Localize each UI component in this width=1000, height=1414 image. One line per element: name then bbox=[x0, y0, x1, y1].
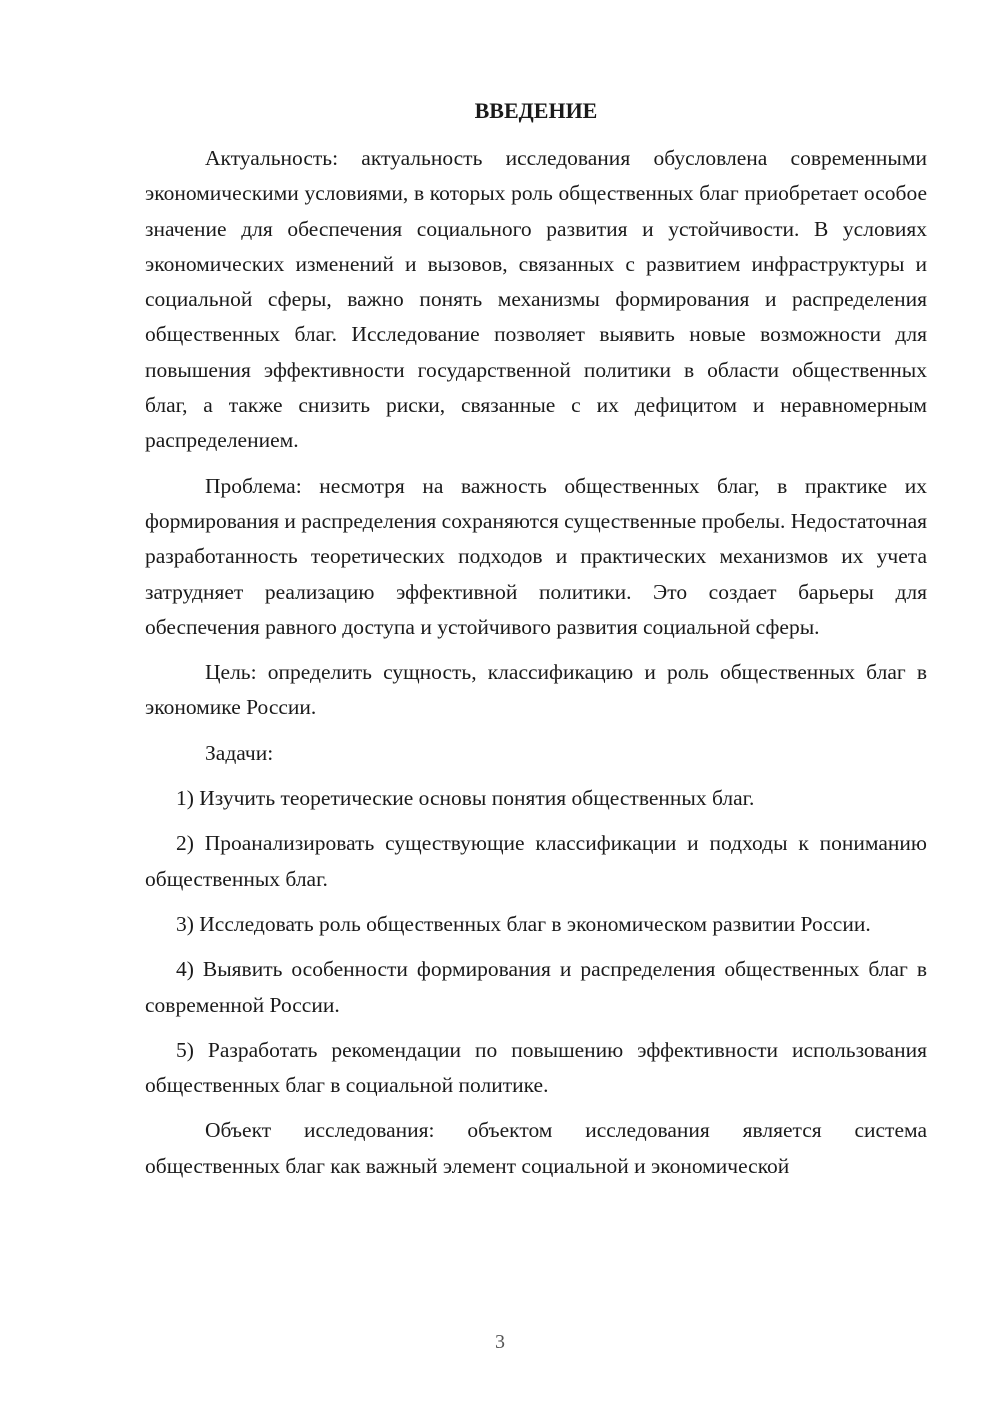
task-item: 4) Выявить особенности формирования и распределения общественных благ в современной России. bbox=[145, 957, 927, 1017]
goal-paragraph: Цель: определить сущность, классификацию и роль общественных благ в экономике России. bbox=[145, 660, 927, 720]
task-item: 1) Изучить теоретические основы понятия общественных благ. bbox=[176, 786, 755, 811]
task-item: 2) Проанализировать существующие классификации и подходы к пониманию общественных благ. bbox=[145, 831, 927, 891]
tasks-label: Задачи: bbox=[205, 740, 274, 765]
object-paragraph: Объект исследования: объектом исследования является система общественных благ как важный элемент социальной и экономической bbox=[145, 1118, 927, 1178]
document-body bbox=[145, 141, 927, 1194]
task-item: 5) Разработать рекомендации по повышению эффективности использования общественных благ в социальной политике. bbox=[145, 1037, 927, 1098]
section-heading: ВВЕДЕНИЕ bbox=[474, 98, 598, 123]
relevance-paragraph: Актуальность: актуальность исследования обусловлена современными экономическими условиями, в которых роль общественных благ приобретает особое значение для обеспечения социального развития и устойчивости. В условиях экономических изменений и вызовов, связанных с развитием инфраструктуры и социальной сферы, важно понять механизмы формирования и распределения общественных благ. Исследование позволяет выявить новые возможности для повышения эффективности государственной политики в области общественных благ, а также снизить риски, связанные с их дефицитом и неравномерным распределением. bbox=[145, 146, 927, 453]
task-item: 3) Исследовать роль общественных благ в экономическом развитии России. bbox=[176, 911, 871, 936]
problem-paragraph: Проблема: несмотря на важность общественных благ, в практике их формирования и распределения сохраняются существенные пробелы. Недостаточная разработанность теоретических подходов и практических механизмов их учета затрудняет реализацию эффективной политики. Это создает барьеры для обеспечения равного доступа и устойчивого развития социальной сферы. bbox=[145, 473, 928, 639]
page-number: 3 bbox=[495, 1331, 505, 1353]
